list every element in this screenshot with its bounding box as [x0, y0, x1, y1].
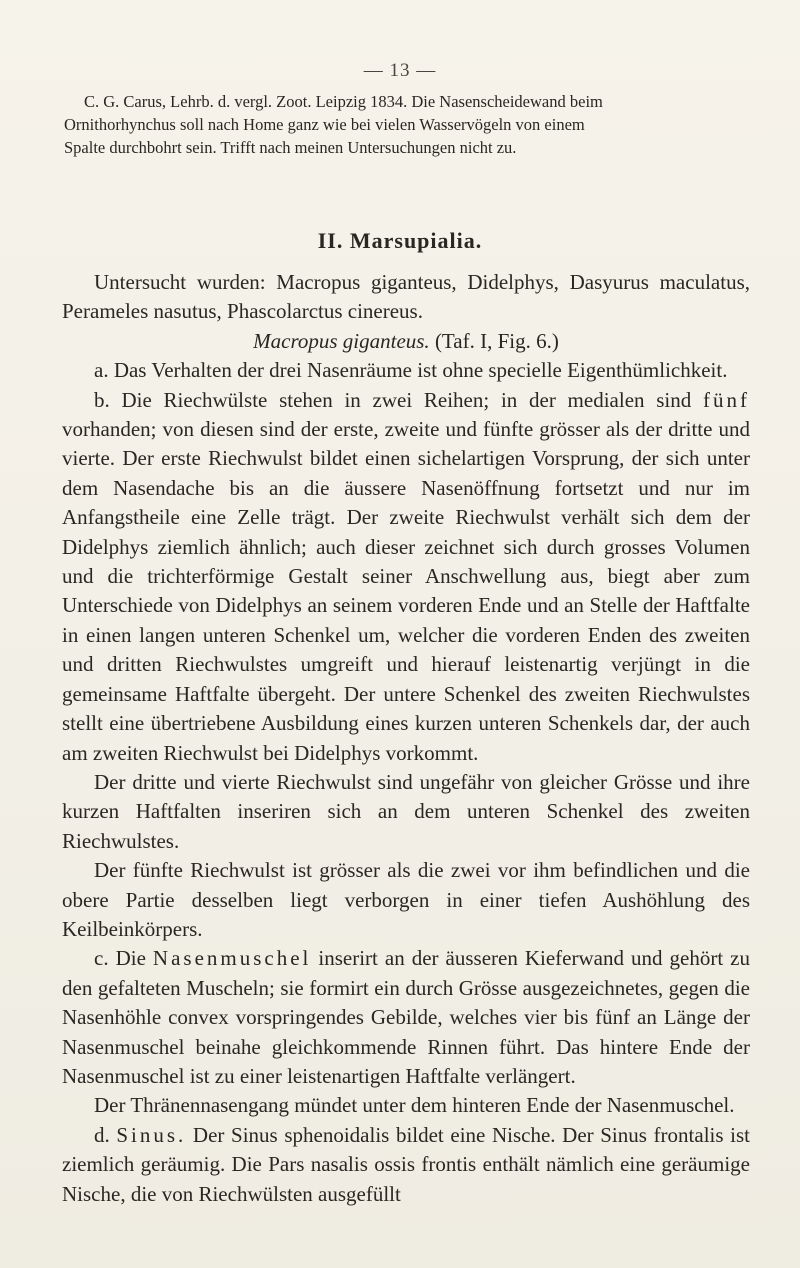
emphasis-spaced: fünf: [703, 387, 750, 412]
paragraph-d-rest: Der Sinus sphenoidalis bildet eine Nische. Der Sinus frontalis ist ziemlich geräumig. Die Pars nasalis ossis frontis enthält nämlich eine geräumige Nische, die von Riechwülsten ausgefüllt: [62, 1122, 751, 1206]
paragraph-d: [62, 1121, 750, 1209]
intro-paragraph: Untersucht wurden: Macropus giganteus, Didelphys, Dasyurus maculatus, Perameles nasutus, Phascolarctus cinereus.: [62, 270, 750, 324]
paragraph-c-lead: c. Die: [94, 946, 153, 971]
paragraph-b3: Der fünfte Riechwulst ist grösser als die zwei vor ihm befindlichen und die obere Partie desselben liegt verborgen in einer tiefen Aushöhlung des Keilbeinkörpers.: [62, 858, 750, 941]
footnote: [64, 90, 744, 159]
figure-reference: (Taf. I, Fig. 6.): [429, 328, 559, 353]
paragraph-b: [62, 386, 750, 768]
footnote-line: Spalte durchbohrt sein. Trifft nach meinen Untersuchungen nicht zu.: [64, 138, 517, 157]
paragraph-a: a. Das Verhalten der drei Nasenräume ist ohne specielle Eigenthümlichkeit.: [94, 358, 728, 383]
species-heading: [62, 327, 750, 356]
body-text: [62, 268, 750, 1209]
emphasis-spaced: Nasenmuschel: [152, 946, 312, 971]
footnote-line: C. G. Carus, Lehrb. d. vergl. Zoot. Leipzig 1834. Die Nasenscheidewand beim: [84, 92, 603, 111]
paragraph-b2: Der dritte und vierte Riechwulst sind ungefähr von gleicher Grösse und ihre kurzen Haftfalten inseriren sich an dem unteren Schenkel des zweiten Riechwulstes.: [62, 769, 750, 853]
paragraph-c: [62, 944, 750, 1091]
species-name: Macropus giganteus.: [253, 328, 430, 353]
emphasis-spaced: Sinus.: [116, 1122, 187, 1147]
paragraph-b-rest: vorhanden; von diesen sind der erste, zweite und fünfte grösser als der dritte und vierte. Der erste Riechwulst bildet einen sichelartigen Vorsprung, der sich unter dem Nasendache bis an die äussere Nasenöffnung fortsetzt und nur im Anfangstheile eine Zelle trägt. Der zweite Riechwulst verhält sich dem der Didelphys ziemlich ähnlich; auch dieser zeichnet sich durch grosses Volumen und die trichterförmige Gestalt seiner Anschwellung aus, biegt aber zum Unterschiede von Didelphys an seinem vorderen Ende und an Stelle der Haftfalte in einen langen unteren Schenkel um, welcher die vorderen Enden des zweiten und dritten Riechwulstes umgreift und hierauf leistenartig verjüngt in die gemeinsame Haftfalte übergeht. Der untere Schenkel des zweiten Riechwulstes stellt eine übertriebene Ausbildung eines kurzen unteren Schenkels dar, der auch am zweiten Riechwulst bei Didelphys vorkommt.: [62, 417, 750, 765]
paragraph-d-lead: d.: [94, 1122, 117, 1147]
footnote-line: Ornithorhynchus soll nach Home ganz wie bei vielen Wasservögeln von einem: [64, 115, 585, 134]
paragraph-c2: Der Thränennasengang mündet unter dem hinteren Ende der Nasenmuschel.: [94, 1093, 735, 1118]
section-title: II. Marsupialia.: [317, 228, 483, 253]
page-number: — 13 —: [363, 60, 437, 81]
paragraph-c-rest: inserirt an der äusseren Kieferwand und gehört zu den gefalteten Muscheln; sie formirt ein durch Grösse ausgezeichnetes, gegen die Nasenhöhle convex vorspringendes Gebilde, welches vier bis fünf an Länge der Nasenmuschel beinahe gleichkommende Rinnen führt. Das hintere Ende der Nasenmuschel ist zu einer leistenartigen Haftfalte verlängert.: [62, 946, 750, 1088]
paragraph-b-lead: b. Die Riechwülste stehen in zwei Reihen; in der medialen sind: [94, 387, 703, 412]
